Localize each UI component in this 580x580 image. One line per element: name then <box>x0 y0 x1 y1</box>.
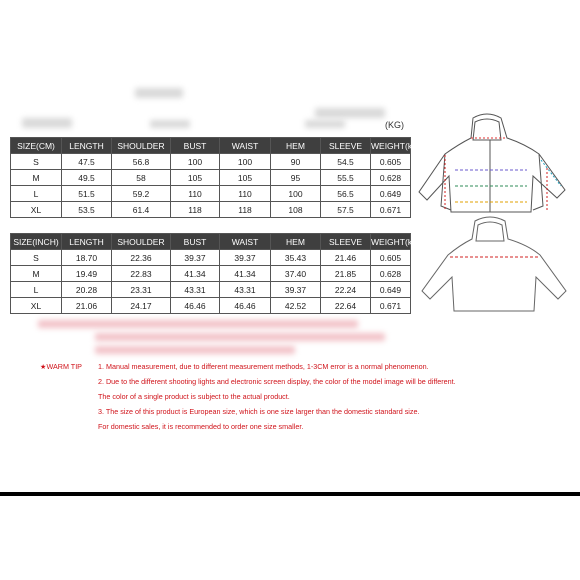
table-cell: 19.49 <box>62 266 112 282</box>
inch-header-cell: WEIGHT(kg) <box>371 234 411 250</box>
table-cell: 47.5 <box>62 154 112 170</box>
size-cell: M <box>11 170 62 186</box>
table-cell: 0.671 <box>371 202 411 218</box>
blurred-note-line-3 <box>95 346 295 354</box>
table-cell: 105 <box>171 170 220 186</box>
table-cell: 110 <box>220 186 271 202</box>
table-cell: 39.37 <box>220 250 271 266</box>
jacket-back-illustration <box>420 215 570 315</box>
table-cell: 41.34 <box>220 266 271 282</box>
blurred-heading-left <box>22 118 72 128</box>
table-cell: 23.31 <box>112 282 171 298</box>
cm-header-cell: WEIGHT(kg) <box>371 138 411 154</box>
size-table-inch <box>10 233 420 314</box>
table-cell: 100 <box>271 186 321 202</box>
inch-header-cell: BUST <box>171 234 220 250</box>
warm-tip-line: 1. Manual measurement, due to different measurement methods, 1-3CM error is a normal phenomenon. <box>98 362 429 371</box>
table-cell: 43.31 <box>171 282 220 298</box>
table-row <box>11 266 411 282</box>
table-cell: 0.605 <box>371 250 411 266</box>
size-cell: S <box>11 250 62 266</box>
cm-header-cell: SIZE(CM) <box>11 138 62 154</box>
table-cell: 108 <box>271 202 321 218</box>
table-cell: 0.605 <box>371 154 411 170</box>
size-cell: L <box>11 282 62 298</box>
table-cell: 24.17 <box>112 298 171 314</box>
table-cell: 22.24 <box>321 282 371 298</box>
blurred-heading-mid2 <box>305 120 345 128</box>
table-cell: 22.83 <box>112 266 171 282</box>
table-cell: 21.85 <box>321 266 371 282</box>
table-cell: 118 <box>220 202 271 218</box>
table-cell: 21.06 <box>62 298 112 314</box>
table-cell: 110 <box>171 186 220 202</box>
table-cell: 100 <box>171 154 220 170</box>
cm-header-cell: LENGTH <box>62 138 112 154</box>
bottom-divider-bar <box>0 492 580 496</box>
table-cell: 43.31 <box>220 282 271 298</box>
warm-tip-line: 3. The size of this product is European size, which is one size larger than the domestic standard size. <box>98 407 420 416</box>
weight-unit-label: (KG) <box>385 120 404 130</box>
table-cell: 0.628 <box>371 170 411 186</box>
table-cell: 42.52 <box>271 298 321 314</box>
table-cell: 0.671 <box>371 298 411 314</box>
cm-header-cell: SHOULDER <box>112 138 171 154</box>
table-cell: 18.70 <box>62 250 112 266</box>
inch-header-cell: LENGTH <box>62 234 112 250</box>
table-cell: 54.5 <box>321 154 371 170</box>
size-cell: S <box>11 154 62 170</box>
warm-tip-line: The color of a single product is subject to the actual product. <box>98 392 290 401</box>
table-cell: 57.5 <box>321 202 371 218</box>
table-cell: 58 <box>112 170 171 186</box>
table-cell: 53.5 <box>62 202 112 218</box>
table-cell: 100 <box>220 154 271 170</box>
size-cell: M <box>11 266 62 282</box>
table-cell: 59.2 <box>112 186 171 202</box>
table-row <box>11 202 411 218</box>
jacket-front-illustration <box>415 110 575 225</box>
size-cell: XL <box>11 202 62 218</box>
blurred-note-line-1 <box>38 320 358 328</box>
warm-tip-label: ★WARM TIP <box>40 362 82 371</box>
table-cell: 22.36 <box>112 250 171 266</box>
cm-header-cell: HEM <box>271 138 321 154</box>
table-cell: 0.628 <box>371 266 411 282</box>
size-cell: L <box>11 186 62 202</box>
table-row <box>11 154 411 170</box>
table-row <box>11 282 411 298</box>
size-cell: XL <box>11 298 62 314</box>
blurred-title-left <box>135 88 183 98</box>
table-cell: 49.5 <box>62 170 112 186</box>
inch-header-cell: SIZE(INCH) <box>11 234 62 250</box>
inch-header-cell: WAIST <box>220 234 271 250</box>
table-cell: 56.5 <box>321 186 371 202</box>
table-cell: 95 <box>271 170 321 186</box>
table-cell: 0.649 <box>371 186 411 202</box>
table-cell: 22.64 <box>321 298 371 314</box>
inch-header-row <box>11 234 411 250</box>
table-cell: 55.5 <box>321 170 371 186</box>
table-cell: 37.40 <box>271 266 321 282</box>
table-row <box>11 186 411 202</box>
size-table-cm <box>10 137 420 218</box>
warm-tip-line: 2. Due to the different shooting lights and electronic screen display, the color of the model image will be different. <box>98 377 456 386</box>
blurred-note-line-2 <box>95 333 385 341</box>
table-cell: 21.46 <box>321 250 371 266</box>
warm-tip-line: For domestic sales, it is recommended to order one size smaller. <box>98 422 304 431</box>
cm-header-cell: SLEEVE <box>321 138 371 154</box>
table-cell: 90 <box>271 154 321 170</box>
inch-header-cell: SLEEVE <box>321 234 371 250</box>
table-cell: 39.37 <box>171 250 220 266</box>
blurred-title-right <box>315 108 385 118</box>
table-row <box>11 250 411 266</box>
table-row <box>11 170 411 186</box>
table-row <box>11 298 411 314</box>
table-cell: 20.28 <box>62 282 112 298</box>
table-cell: 41.34 <box>171 266 220 282</box>
table-cell: 61.4 <box>112 202 171 218</box>
table-cell: 118 <box>171 202 220 218</box>
table-cell: 105 <box>220 170 271 186</box>
inch-header-cell: SHOULDER <box>112 234 171 250</box>
table-cell: 46.46 <box>220 298 271 314</box>
table-cell: 35.43 <box>271 250 321 266</box>
cm-header-cell: BUST <box>171 138 220 154</box>
table-cell: 51.5 <box>62 186 112 202</box>
inch-header-cell: HEM <box>271 234 321 250</box>
table-cell: 39.37 <box>271 282 321 298</box>
table-cell: 56.8 <box>112 154 171 170</box>
blurred-heading-mid <box>150 120 190 128</box>
cm-header-cell: WAIST <box>220 138 271 154</box>
table-cell: 0.649 <box>371 282 411 298</box>
table-cell: 46.46 <box>171 298 220 314</box>
cm-header-row <box>11 138 411 154</box>
